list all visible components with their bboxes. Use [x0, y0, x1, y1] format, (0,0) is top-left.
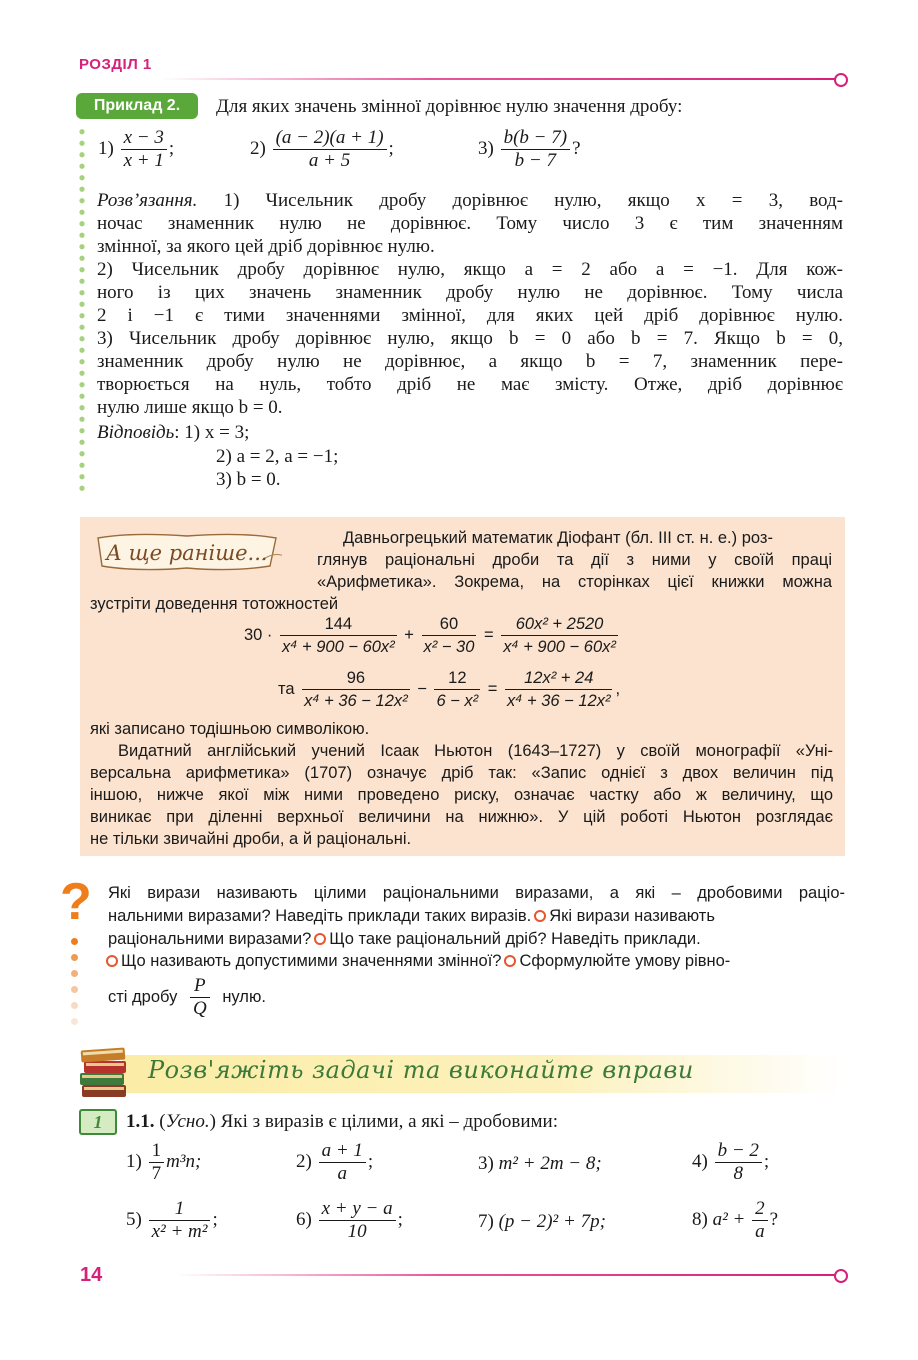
answer-line-1: Відповідь: 1) x = 3; — [97, 422, 250, 443]
solution-line-1: Розв’язання. 1) Чисельник дробу дорівнює нулю, якщо x = 3, вод- — [97, 190, 843, 211]
history-identity-2: та $\frac{96}{\text{x⁴ + 36 − 12x²}}$ − $\frac{12}{\text{6 − x²}}$ = $\frac{\text{12x² + 24}}{\text{x⁴ + 36 − 12x²}}$ , — [278, 669, 621, 710]
question-line-1: Які вирази називають цілими раціональними виразами, а які – дробовими раціо- — [108, 884, 845, 902]
answer-line-2: 2) a = 2, a = −1; — [216, 446, 339, 467]
footer-rule-end-icon — [834, 1269, 848, 1283]
bullet-ring-icon — [504, 955, 516, 967]
history-newton-5: не тільки звичайні дроби, а й раціональні. — [90, 830, 412, 848]
question-line-5: сті дробу $\frac{P}{Q}$ нулю. — [108, 975, 266, 1019]
history-identity-1: 30 · $\frac{144}{\text{x⁴ + 900 − 60x²}}$ + $\frac{60}{\text{x² − 30}}$ = $\frac{\text{60x² + 2520}}{\text{x⁴ + 900 − 60x²}}$ — [244, 615, 616, 656]
solution-line-2: ночас знаменник нулю не дорівнює. Тому число 3 є тим значенням — [97, 213, 843, 234]
tasks-title: Розв'яжіть задачі та виконайте вправи — [148, 1056, 694, 1084]
task-item-6: 6) $\frac{x + y - a}{10}$ ; — [296, 1198, 403, 1242]
question-dot-decoration — [71, 938, 78, 945]
history-banner — [92, 530, 282, 574]
solution-line-7: 3) Чисельник дробу дорівнює нулю, якщо b = 0 або b = 7. Якщо b = 0, — [97, 328, 843, 349]
question-dot-decoration — [71, 986, 78, 993]
question-line-4: Що називають допустимими значеннями змінної? Сформулюйте умову рівно- — [106, 950, 730, 973]
question-dot-decoration — [71, 954, 78, 961]
task-item-1: 1) $\frac{1}{7}$ m³n; — [126, 1140, 202, 1184]
header-rule — [160, 78, 836, 80]
task-item-8: 8) a² + $\frac{2}{a}$ ? — [692, 1198, 779, 1242]
page-number: 14 — [80, 1264, 103, 1286]
example-dots-decoration — [79, 126, 85, 496]
answer-line-3: 3) b = 0. — [216, 469, 281, 490]
solution-line-6: 2 і −1 є тими значеннями змінної, для яких цей дріб дорівнює нулю. — [97, 305, 843, 326]
solution-line-3: змінної, за якого цей дріб дорівнює нулю. — [97, 236, 435, 257]
header-rule-end-icon — [834, 73, 848, 87]
task-1-1-statement: 1.1. (Усно.) Які з виразів є цілими, а які – дробовими: — [126, 1111, 559, 1132]
example-item-2: 2) $\frac{(a - 2)(a + 1)}{a + 5}$ ; — [250, 127, 394, 171]
question-line-3: раціональними виразами? Що таке раціональний дріб? Наведіть приклади. — [108, 930, 701, 948]
question-dot-decoration — [71, 970, 78, 977]
history-newton-2: версальна арифметика» (1707) означує дріб так: «Запис однієї з двох величин під — [90, 764, 833, 782]
question-mark-icon: ? — [60, 873, 92, 931]
history-newton-3: іншою, нижче якої між ними проведено риску, означає частку або ж величину, що — [90, 786, 833, 804]
example-badge: Приклад 2. — [76, 93, 198, 119]
history-intro-3: «Арифметика». Зокрема, на сторінках цієї книжки можна — [317, 573, 832, 591]
task-item-7: 7) (p − 2)² + 7p; — [478, 1211, 606, 1232]
history-after-eq: які записано тодішньою символікою. — [90, 720, 370, 738]
example-item-1: 1) $\frac{x - 3}{x + 1}$ ; — [98, 127, 175, 171]
history-banner-text: А ще раніше... — [106, 541, 268, 565]
solution-line-4: 2) Чисельник дробу дорівнює нулю, якщо a = 2 або a = −1. Для кож- — [97, 259, 843, 280]
solution-line-9: творюється на нуль, тобто дріб не має змісту. Отже, дріб дорівнює — [97, 374, 843, 395]
level-badge: 1 — [79, 1109, 117, 1135]
solution-line-8: знаменник дробу нулю не дорівнює, а якщо b = 7, знаменник пере- — [97, 351, 843, 372]
section-label: РОЗДІЛ 1 — [79, 56, 152, 73]
solution-line-5: ного із цих значень знаменник дробу нулю не дорівнює. Тому числа — [97, 282, 843, 303]
task-item-5: 5) $\frac{1}{\text{x² + m²}}$ ; — [126, 1198, 218, 1242]
history-intro-4: зустріти доведення тотожностей — [90, 595, 339, 613]
task-item-3: 3) m² + 2m − 8; — [478, 1153, 602, 1174]
bullet-ring-icon — [534, 910, 546, 922]
example-prompt: Для яких значень змінної дорівнює нулю значення дробу: — [216, 96, 683, 117]
solution-line-10: нулю лише якщо b = 0. — [97, 397, 283, 418]
history-newton-4: виникає при діленні верхньої величини на нижню». У цій роботі Ньютон розглядає — [90, 808, 833, 826]
question-line-2: нальними виразами? Наведіть приклади таких виразів. Які вирази називають — [108, 907, 715, 925]
history-newton-1: Видатний англійський учений Ісаак Ньютон (1643–1727) у своїй монографії «Уні- — [118, 742, 833, 760]
bullet-ring-icon — [314, 933, 326, 945]
footer-rule — [175, 1274, 836, 1276]
task-item-4: 4) $\frac{b - 2}{8}$ ; — [692, 1140, 770, 1184]
example-item-3: 3) $\frac{b(b - 7)}{b - 7}$ ? — [478, 127, 581, 171]
history-intro-1: Давньогрецький математик Діофант (бл. III ст. н. е.) роз- — [343, 529, 773, 547]
question-dot-decoration — [71, 1018, 78, 1025]
task-item-2: 2) $\frac{a + 1}{a}$ ; — [296, 1140, 374, 1184]
history-intro-2: глянув раціональні дроби та дії з ними у своїй праці — [317, 551, 832, 569]
bullet-ring-icon — [106, 955, 118, 967]
question-dot-decoration — [71, 1002, 78, 1009]
books-icon — [78, 1045, 130, 1101]
